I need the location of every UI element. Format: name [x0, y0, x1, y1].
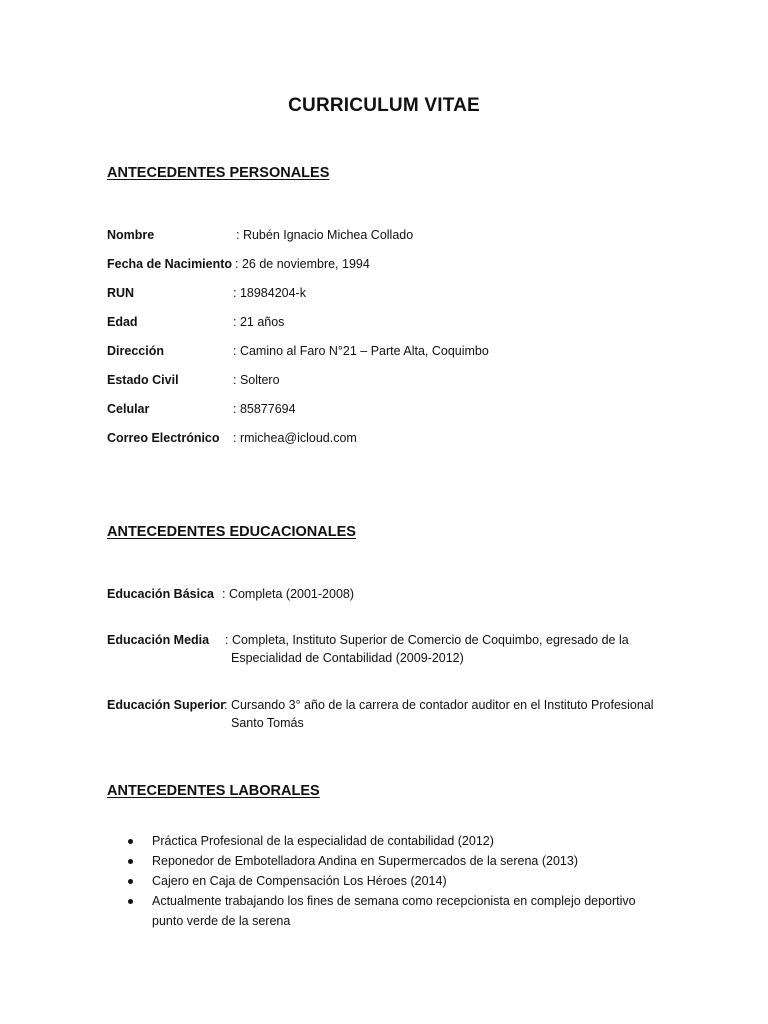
education-label: Educación Básica — [107, 587, 214, 601]
education-value-line: Santo Tomás — [231, 716, 304, 730]
education-value — [222, 585, 354, 603]
field-value: : 26 de noviembre, 1994 — [235, 257, 370, 271]
list-item — [128, 831, 668, 851]
education-label: Educación Media — [107, 633, 210, 647]
field-label: RUN — [107, 286, 135, 300]
field-label: Correo Electrónico — [107, 431, 220, 445]
field-label: Celular — [107, 402, 150, 416]
education-value-line: : Cursando 3° año de la carrera de contador auditor en el Instituto Profesional — [224, 698, 654, 712]
work-list — [128, 831, 668, 931]
field-label: Fecha de Nacimiento — [107, 257, 233, 271]
bullet-icon — [128, 859, 133, 864]
work-item-text: Práctica Profesional de la especialidad de contabilidad (2012) — [152, 834, 494, 848]
education-value-line: : Completa (2001-2008) — [222, 587, 355, 601]
list-item — [128, 871, 668, 891]
education-value — [224, 696, 654, 732]
field-value: : rmichea@icloud.com — [233, 431, 357, 445]
education-value — [225, 631, 629, 667]
education-section-heading: ANTECEDENTES EDUCACIONALES — [107, 524, 356, 540]
work-item-text: Reponedor de Embotelladora Andina en Supermercados de la serena (2013) — [152, 854, 578, 868]
field-value: : Soltero — [233, 373, 280, 387]
field-label: Edad — [107, 315, 138, 329]
list-item — [128, 851, 668, 871]
document-title: CURRICULUM VITAE — [288, 95, 480, 116]
education-label: Educación Superior — [107, 698, 226, 712]
education-value-line: Especialidad de Contabilidad (2009-2012) — [231, 651, 464, 665]
list-item — [128, 891, 668, 931]
personal-section-heading: ANTECEDENTES PERSONALES — [107, 165, 330, 181]
education-value-line: : Completa, Instituto Superior de Comercio de Coquimbo, egresado de la — [225, 633, 629, 647]
work-item-text-continued: punto verde de la serena — [152, 914, 291, 928]
work-item-text: Cajero en Caja de Compensación Los Héroes (2014) — [152, 874, 447, 888]
work-section-heading: ANTECEDENTES LABORALES — [107, 783, 320, 799]
field-value: : Rubén Ignacio Michea Collado — [236, 228, 414, 242]
bullet-icon — [128, 879, 133, 884]
field-label: Estado Civil — [107, 373, 179, 387]
field-value: : Camino al Faro N°21 – Parte Alta, Coquimbo — [233, 344, 489, 358]
bullet-icon — [128, 899, 133, 904]
field-value: : 18984204-k — [233, 286, 306, 300]
bullet-icon — [128, 839, 133, 844]
work-item-text: Actualmente trabajando los fines de semana como recepcionista en complejo deportivo — [152, 894, 636, 908]
field-value: : 21 años — [233, 315, 285, 329]
field-value: : 85877694 — [233, 402, 296, 416]
field-label: Nombre — [107, 228, 155, 242]
field-label: Dirección — [107, 344, 164, 358]
